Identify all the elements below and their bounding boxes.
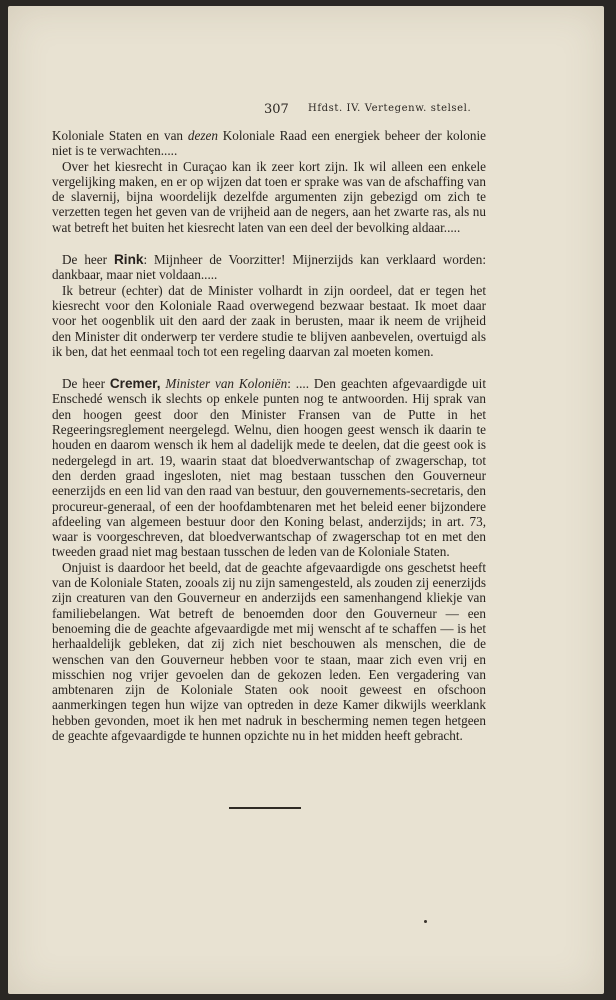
paragraph-text: Koloniale Staten en van — [52, 128, 188, 143]
paper-speck — [424, 920, 427, 923]
page-header — [8, 102, 604, 122]
body-text — [52, 128, 486, 743]
end-rule — [229, 807, 301, 809]
speaker-title: Minister van Koloniën — [165, 376, 288, 392]
paragraph — [52, 128, 486, 159]
paragraph: Ik betreur (echter) dat de Minister volhardt in zijn oordeel, dat er tegen het kiesrecht voor den Koloniale Raad overwegend bezwaar bestaat. Ik moet daar voor het oogenblik uit den aard der zaak in berusten, maar ik neem de vrijheid den Minister dit onderwerp ter verdere studie te blijven aanbevelen, overtuigd als ik ben, dat het eenmaal toch tot een regeling daarvan zal moeten komen. — [52, 282, 486, 359]
paragraph: Onjuist is daardoor het beeld, dat de geachte afgevaardigde ons geschetst heeft van de Koloniale Staten, zooals zij nu zijn samengesteld, als zouden zij eenerzijds zijn creaturen van den Gouverneur en anderzijds een samenhangend kliekje van familiebelangen. Wat betreft de benoemden door den Gouverneur — een benoeming die de geachte afgevaardigde met mij wenscht af te schaffen — is het herhaaldelijk gebleken, dat zij zich niet beschouwen als menschen, die de wenschen van den Gouverneur hebben voor te staan, maar zich even vrij en misschien nog vrijer gevoelen dan de gekozen leden. Een vergadering van ambtenaren zijn de Koloniale Staten ook nooit geweest en ofschoon aanmerkingen tegen hun wijze van optreden in deze Kamer dikwijls weerklank hebben gevonden, moet ik hen met nadruk in bescherming nemen tegen hetgeen de geachte afgevaardigde te hunnen opzichte nu in het midden heeft gebracht. — [52, 559, 486, 743]
paragraph: Over het kiesrecht in Curaçao kan ik zeer kort zijn. Ik wil alleen een enkele vergelijking maken, en er op wijzen dat toen er sprake was van de afschaffing van de slavernij, bijna woordelijk dezelfde argumenten zijn gebezigd om zich te verzetten tegen het geven van de vrijheid aan de negers, aan het zwarte ras, als nu wat betreft het buiten het kiesrecht laten van een deel der bevolking aldaar..... — [52, 158, 486, 235]
speaker-name: Cremer, — [109, 376, 161, 392]
speaker-name: Rink — [113, 252, 144, 268]
paragraph — [52, 252, 486, 283]
paragraph-text: : Mijnheer de Voorzitter! Mijnerzijds kan verklaard worden: dankbaar, maar niet voldaan..... — [52, 252, 486, 283]
paragraph-text: Koloniale Raad een energiek beheer der kolonie niet is te verwachten..... — [52, 128, 487, 159]
running-head: Hfdst. IV. Vertegenw. stelsel. — [308, 103, 472, 114]
paragraph — [52, 376, 486, 560]
paragraph-text: De heer — [62, 252, 114, 268]
paragraph-text: De heer — [62, 376, 110, 392]
emphasized-word: dezen — [187, 128, 218, 143]
paragraph-text: : .... Den geachten afgevaardigde uit Enschedé wensch ik slechts op enkele punten nog te antwoorden. Hij sprak van den hoogen geest door den Minister Fransen van de Putte in het Regeeringsreglement neergelegd. Welnu, dien hoogen geest wensch ik daarin te houden en daarom wensch ik hem al dadelijk mede te deelen, dat die geest ook is nedergelegd in art. 19, waarin staat dat bloedverwantschap of zwagerschap, tot den derden graad ingesloten, niet mag bestaan tusschen den Gouverneur eenerzijds en een lid van den raad van bestuur, den gouvernements-secretaris, den procureur-generaal, of een der hoofdambtenaren met het beleid eener bijzondere afdeeling van algemeen bestuur door den Koning belast, anderzijds; in art. 73, waar is voorgeschreven, dat bloedverwantschap of zwagerschap tot en met den tweeden graad niet mag bestaan tusschen de leden van de Koloniale Staten. — [52, 376, 486, 560]
page-number: 307 — [264, 102, 289, 117]
